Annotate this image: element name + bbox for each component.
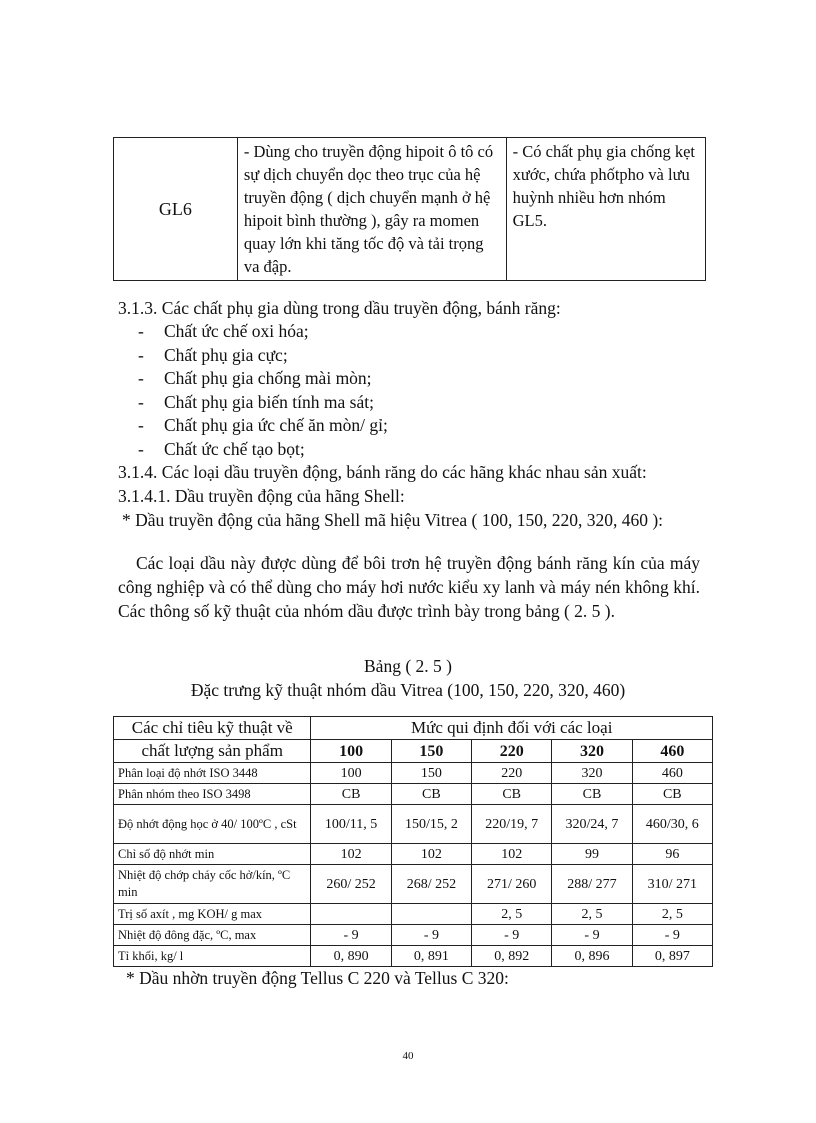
- row-label: Phân loại độ nhớt ISO 3448: [114, 763, 311, 784]
- vitrea-bullet: * Dầu truyền động của hãng Shell mã hiệu Vitrea ( 100, 150, 220, 320, 460 ):: [122, 510, 664, 530]
- cell: 0, 896: [552, 946, 632, 967]
- cell: 100/11, 5: [311, 805, 391, 844]
- cell: 150: [391, 763, 471, 784]
- grade-header: 150: [391, 740, 471, 763]
- table-row: [114, 784, 713, 805]
- cell: 2, 5: [472, 904, 552, 925]
- cell: 460: [632, 763, 712, 784]
- cell: CB: [632, 784, 712, 805]
- cell: 99: [552, 844, 632, 865]
- cell: 320: [552, 763, 632, 784]
- table-caption-title: Đặc trưng kỹ thuật nhóm dầu Vitrea (100, 150, 220, 320, 460): [190, 680, 626, 700]
- cell: 102: [391, 844, 471, 865]
- cell: CB: [472, 784, 552, 805]
- table-caption-number: Bảng ( 2. 5 ): [364, 656, 452, 676]
- row-label: Nhiệt độ chớp cháy cốc hở/kín, ºC min: [114, 865, 311, 904]
- cell: 96: [632, 844, 712, 865]
- cell: 268/ 252: [391, 865, 471, 904]
- row-label: Nhiệt độ đông đặc, ºC, max: [114, 925, 311, 946]
- cell: 0, 892: [472, 946, 552, 967]
- cell: 150/15, 2: [391, 805, 471, 844]
- list-item: - Chất phụ gia cực;: [138, 344, 388, 368]
- list-item: - Chất ức chế tạo bọt;: [138, 438, 388, 462]
- tellus-footnote: * Dầu nhờn truyền động Tellus C 220 và Tellus C 320:: [126, 968, 509, 988]
- cell: [391, 904, 471, 925]
- cell: 2, 5: [552, 904, 632, 925]
- grade-header: 320: [552, 740, 632, 763]
- section-heading-313: 3.1.3. Các chất phụ gia dùng trong dầu truyền động, bánh răng:: [118, 298, 561, 318]
- cell: 102: [311, 844, 391, 865]
- table-header-row: [114, 740, 713, 763]
- cell: 460/30, 6: [632, 805, 712, 844]
- cell: 2, 5: [632, 904, 712, 925]
- row-label: Độ nhớt động học ở 40/ 100ºC , cSt: [114, 805, 311, 844]
- cell: 260/ 252: [311, 865, 391, 904]
- table-row: [114, 844, 713, 865]
- list-item: - Chất phụ gia biến tính ma sát;: [138, 391, 388, 415]
- cell: CB: [391, 784, 471, 805]
- row-label: Chỉ số độ nhớt min: [114, 844, 311, 865]
- table-row: [114, 138, 706, 281]
- cell: CB: [311, 784, 391, 805]
- usage-cell: - Dùng cho truyền động hipoit ô tô có sự dịch chuyển dọc theo trục của hệ truyền động ( dịch chuyển mạnh ở hệ hipoit bình thường ), gây ra momen quay lớn khi tăng tốc độ và tải trọng va đập.: [237, 138, 506, 281]
- cell: - 9: [472, 925, 552, 946]
- grade-header: 220: [472, 740, 552, 763]
- row-label: Phân nhóm theo ISO 3498: [114, 784, 311, 805]
- cell: 102: [472, 844, 552, 865]
- grade-header: 100: [311, 740, 391, 763]
- table-row: [114, 763, 713, 784]
- section-heading-314: 3.1.4. Các loại dầu truyền động, bánh răng do các hãng khác nhau sản xuất:: [118, 462, 647, 482]
- table-header-row: [114, 717, 713, 740]
- cell: - 9: [632, 925, 712, 946]
- cell: CB: [552, 784, 632, 805]
- vitrea-paragraph: Các loại dầu này được dùng để bôi trơn hệ truyền động bánh răng kín của máy công nghiệp và có thể dùng cho máy hơi nước kiểu xy lanh và máy nén không khí. Các thông số kỹ thuật của nhóm dầu được trình bày trong bảng ( 2. 5 ).: [118, 553, 700, 621]
- note-cell: - Có chất phụ gia chống kẹt xước, chứa phốtpho và lưu huỳnh nhiều hơn nhóm GL5.: [506, 138, 705, 281]
- table-row: [114, 904, 713, 925]
- cell: 271/ 260: [472, 865, 552, 904]
- list-item: - Chất ức chế oxi hóa;: [138, 320, 388, 344]
- table-row: [114, 946, 713, 967]
- sub-heading-3141: 3.1.4.1. Dầu truyền động của hãng Shell:: [118, 486, 405, 506]
- cell: 320/24, 7: [552, 805, 632, 844]
- header-levels: Mức qui định đối với các loại: [311, 717, 713, 740]
- cell: 288/ 277: [552, 865, 632, 904]
- cell: 0, 897: [632, 946, 712, 967]
- list-item: - Chất phụ gia ức chế ăn mòn/ gỉ;: [138, 414, 388, 438]
- gl6-table: [113, 137, 706, 281]
- row-label: Trị số axít , mg KOH/ g max: [114, 904, 311, 925]
- cell: 310/ 271: [632, 865, 712, 904]
- cell: 220: [472, 763, 552, 784]
- vitrea-spec-table: [113, 716, 713, 967]
- cell: 0, 890: [311, 946, 391, 967]
- cell: - 9: [552, 925, 632, 946]
- cell: - 9: [391, 925, 471, 946]
- table-row: [114, 925, 713, 946]
- cell: [311, 904, 391, 925]
- list-item: - Chất phụ gia chống mài mòn;: [138, 367, 388, 391]
- header-indicator-2: chất lượng sản phẩm: [114, 740, 311, 763]
- additive-list: [138, 320, 388, 462]
- grade-cell: GL6: [114, 138, 238, 281]
- cell: 220/19, 7: [472, 805, 552, 844]
- row-label: Tỉ khối, kg/ l: [114, 946, 311, 967]
- table-row: [114, 805, 713, 844]
- header-indicator-1: Các chỉ tiêu kỹ thuật về: [114, 717, 311, 740]
- cell: 100: [311, 763, 391, 784]
- cell: - 9: [311, 925, 391, 946]
- cell: 0, 891: [391, 946, 471, 967]
- grade-header: 460: [632, 740, 712, 763]
- table-row: [114, 865, 713, 904]
- page-number: 40: [402, 1050, 414, 1062]
